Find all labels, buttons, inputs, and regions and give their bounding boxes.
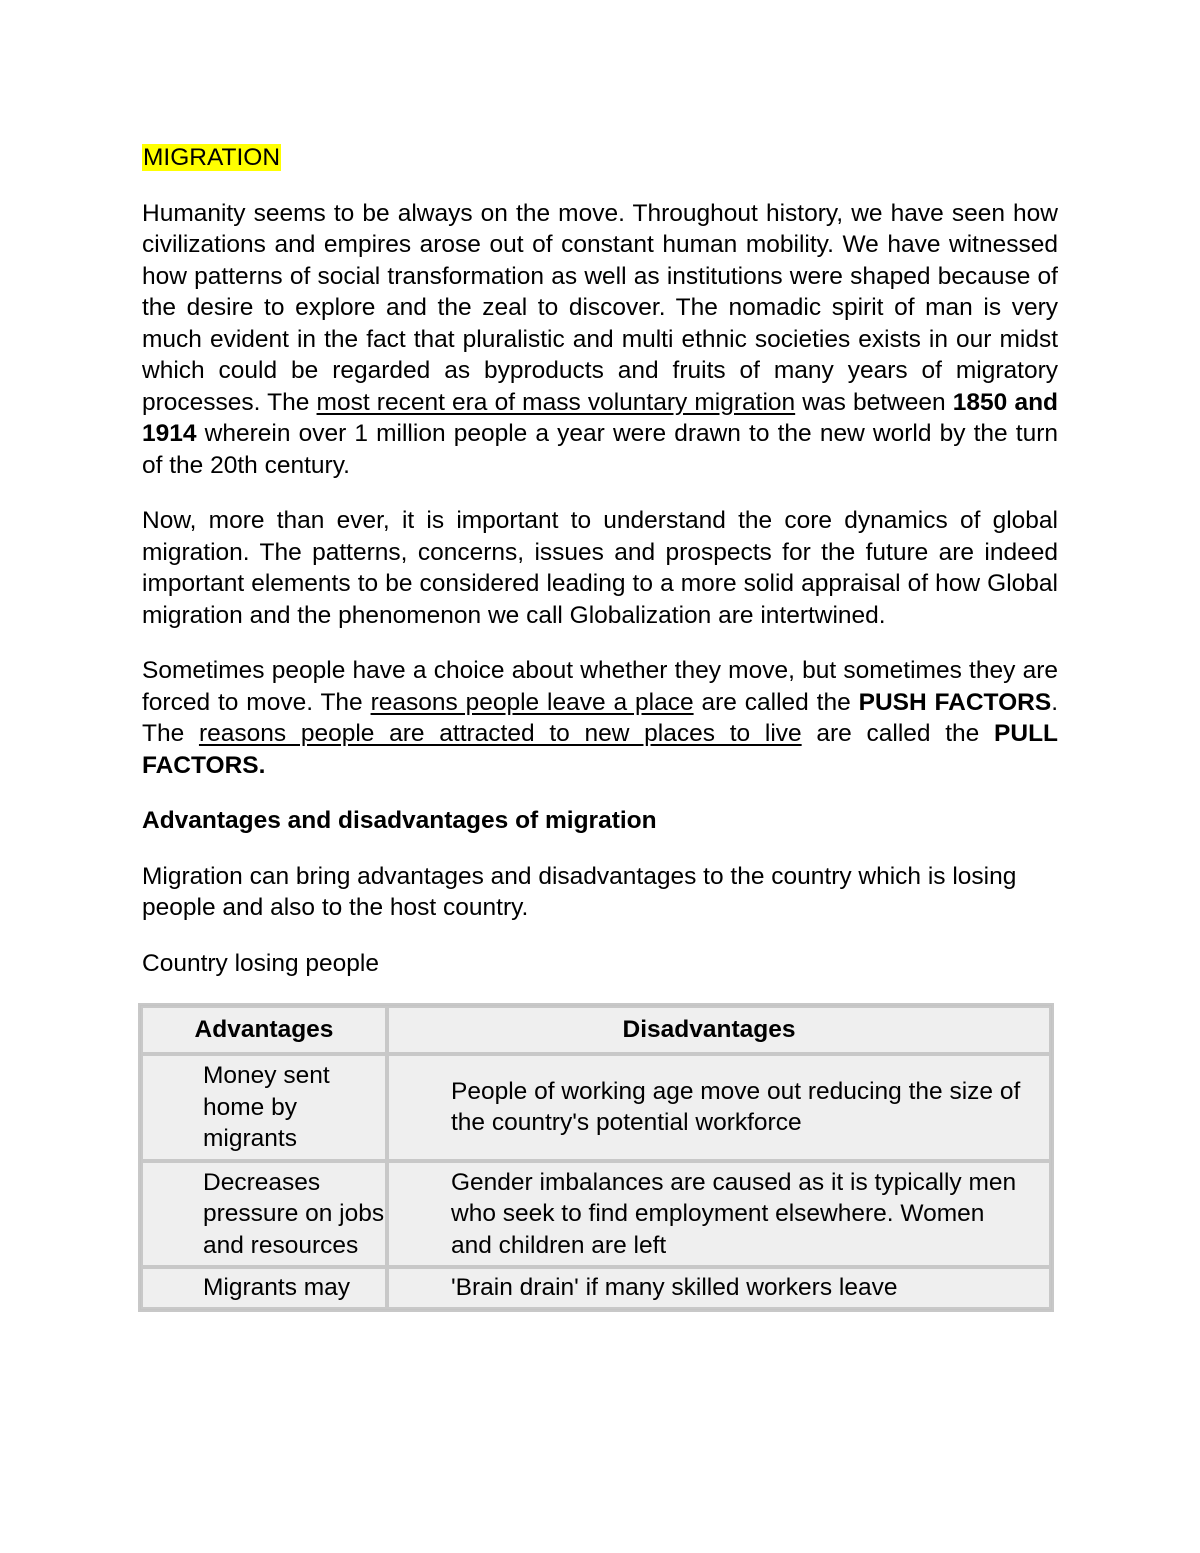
- factors-text-b: are called the: [693, 688, 859, 716]
- document-title: [142, 142, 1058, 174]
- factors-text-d: are called the: [801, 720, 995, 747]
- intro-paragraph: [142, 198, 1058, 482]
- intro-underline: most recent era of mass voluntary migration: [316, 388, 796, 416]
- advantage-cell: Money sent home by migrants: [141, 1054, 387, 1161]
- highlighted-title: MIGRATION: [143, 144, 281, 171]
- factors-text-a: Sometimes people have a choice about whether they move, but sometimes they are forced to move. The: [142, 657, 1058, 716]
- advantage-cell: Migrants may: [141, 1267, 387, 1309]
- advantages-table: [138, 1003, 1054, 1312]
- intro-bold-years: 1850 and 1914: [142, 388, 1059, 447]
- push-reason-underline: reasons people leave a place: [370, 688, 694, 716]
- disadvantage-cell: Gender imbalances are caused as it is typically men who seek to find employment elsewhere. Women and children are left: [387, 1161, 1051, 1268]
- advantages-header: Advantages: [141, 1006, 387, 1054]
- table-caption: Country losing people: [142, 949, 379, 977]
- disadvantage-cell: 'Brain drain' if many skilled workers leave: [387, 1267, 1051, 1309]
- table-row: [141, 1054, 1051, 1161]
- table-row: [141, 1161, 1051, 1268]
- section-heading: Advantages and disadvantages of migration: [142, 807, 657, 834]
- intro-text-b: was between: [795, 388, 953, 416]
- advantage-cell: Decreases pressure on jobs and resources: [141, 1161, 387, 1268]
- pull-factors-bold: PULL FACTORS.: [142, 720, 1058, 779]
- disadvantages-header: Disadvantages: [387, 1006, 1051, 1054]
- pull-reason-underline: reasons people are attracted to new places to live: [198, 720, 802, 747]
- intro-text-a: Humanity seems to be always on the move. Throughout history, we have seen how civilizations and empires arose out of constant human mobility. We have witnessed how patterns of social transformation as well as institutions were shaped because of the desire to explore and the zeal to discover. The nomadic spirit of man is very much evident in the fact that pluralistic and multi ethnic societies exists in our midst which could be regarded as byproducts and fruits of many years of migratory processes. The: [142, 199, 1058, 416]
- factors-text-c: . The: [142, 688, 1058, 747]
- section-intro-paragraph: Migration can bring advantages and disadvantages to the country which is losing people and also to the host country.: [142, 862, 1017, 921]
- document-page: [142, 142, 1058, 1312]
- table-header-row: [141, 1006, 1051, 1054]
- table-row: [141, 1267, 1051, 1309]
- factors-paragraph: [142, 655, 1058, 781]
- push-factors-bold: PUSH FACTORS: [858, 688, 1052, 716]
- disadvantage-cell: People of working age move out reducing the size of the country's potential workforce: [387, 1054, 1051, 1161]
- dynamics-paragraph: Now, more than ever, it is important to understand the core dynamics of global migration. The patterns, concerns, issues and prospects for the future are indeed important elements to be considered leading to a more solid appraisal of how Global migration and the phenomenon we call Globalization are intertwined.: [142, 507, 1058, 629]
- intro-text-c: wherein over 1 million people a year were drawn to the new world by the turn of the 20th century.: [142, 420, 1058, 479]
